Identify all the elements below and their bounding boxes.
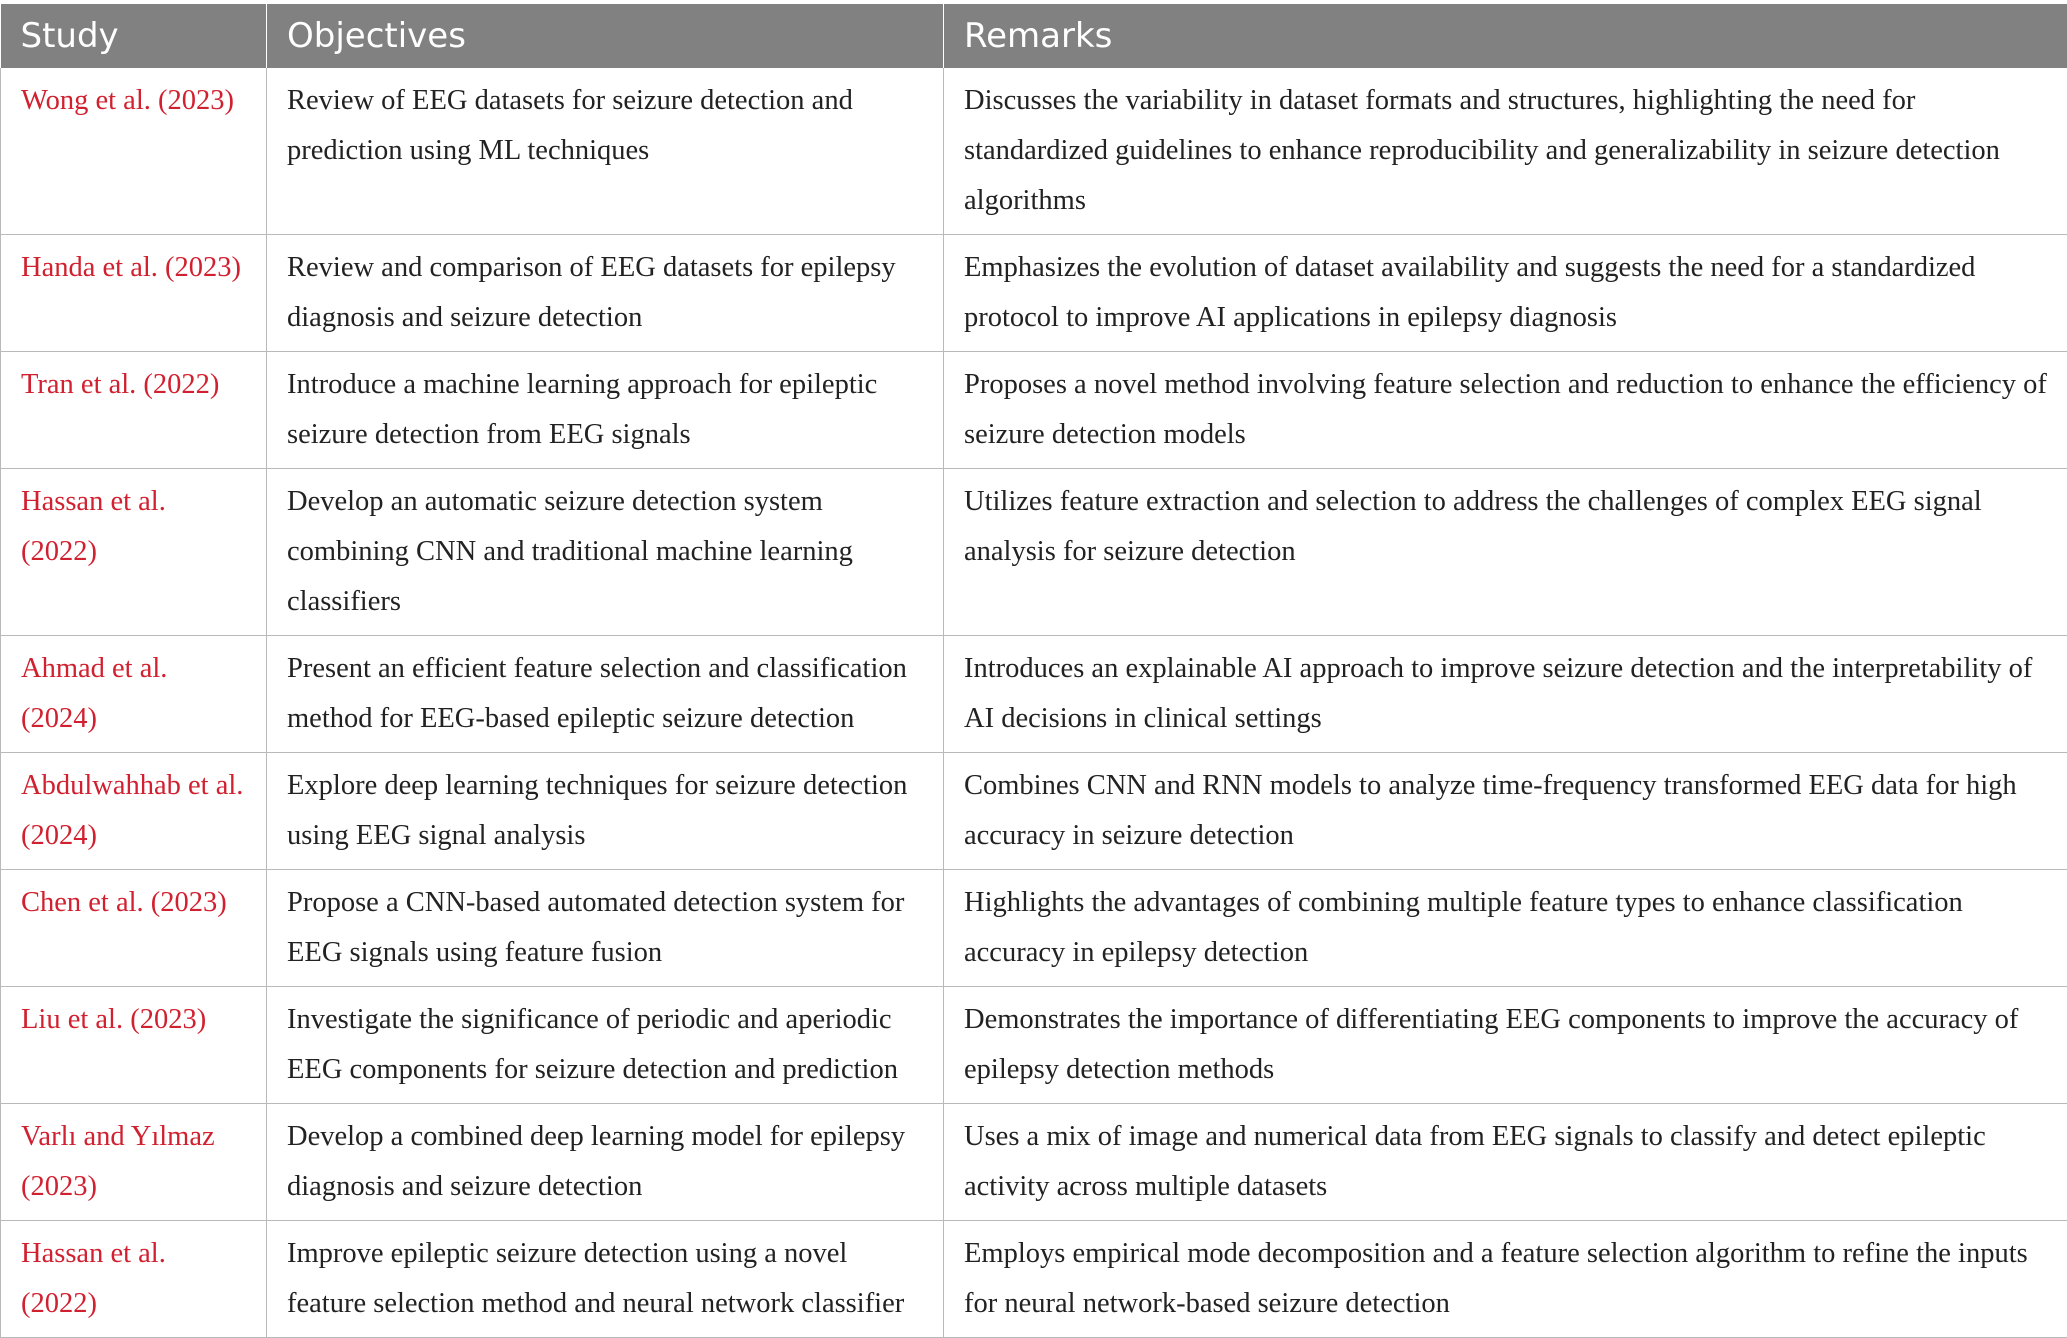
study-link[interactable]: Hassan et al. (2022) xyxy=(1,1221,267,1338)
remarks-cell: Introduces an explainable AI approach to improve seizure detection and the interpretability of AI decisions in clinical settings xyxy=(944,636,2067,753)
study-link[interactable]: Hassan et al. (2022) xyxy=(1,469,267,636)
objectives-cell: Review and comparison of EEG datasets for epilepsy diagnosis and seizure detection xyxy=(267,235,944,352)
table-row xyxy=(1,352,2067,469)
table-body xyxy=(1,68,2067,1338)
objectives-cell: Improve epileptic seizure detection using a novel feature selection method and neural network classifier xyxy=(267,1221,944,1338)
table-row xyxy=(1,68,2067,235)
studies-table-container xyxy=(0,4,2067,1338)
header-remarks: Remarks xyxy=(944,4,2067,68)
table-header xyxy=(1,4,2067,68)
studies-table xyxy=(0,4,2067,1338)
objectives-cell: Introduce a machine learning approach for epileptic seizure detection from EEG signals xyxy=(267,352,944,469)
table-row xyxy=(1,1221,2067,1338)
objectives-cell: Propose a CNN-based automated detection system for EEG signals using feature fusion xyxy=(267,870,944,987)
objectives-cell: Investigate the significance of periodic and aperiodic EEG components for seizure detection and prediction xyxy=(267,987,944,1104)
table-row xyxy=(1,870,2067,987)
study-link[interactable]: Tran et al. (2022) xyxy=(1,352,267,469)
table-row xyxy=(1,469,2067,636)
remarks-cell: Uses a mix of image and numerical data from EEG signals to classify and detect epileptic activity across multiple datasets xyxy=(944,1104,2067,1221)
table-row xyxy=(1,636,2067,753)
objectives-cell: Develop an automatic seizure detection system combining CNN and traditional machine learning classifiers xyxy=(267,469,944,636)
remarks-cell: Employs empirical mode decomposition and a feature selection algorithm to refine the inputs for neural network-based seizure detection xyxy=(944,1221,2067,1338)
objectives-cell: Develop a combined deep learning model for epilepsy diagnosis and seizure detection xyxy=(267,1104,944,1221)
header-objectives: Objectives xyxy=(267,4,944,68)
study-link[interactable]: Liu et al. (2023) xyxy=(1,987,267,1104)
study-link[interactable]: Handa et al. (2023) xyxy=(1,235,267,352)
remarks-cell: Highlights the advantages of combining multiple feature types to enhance classification accuracy in epilepsy detection xyxy=(944,870,2067,987)
table-row xyxy=(1,1104,2067,1221)
table-row xyxy=(1,987,2067,1104)
study-link[interactable]: Chen et al. (2023) xyxy=(1,870,267,987)
objectives-cell: Explore deep learning techniques for seizure detection using EEG signal analysis xyxy=(267,753,944,870)
header-row xyxy=(1,4,2067,68)
remarks-cell: Discusses the variability in dataset formats and structures, highlighting the need for standardized guidelines to enhance reproducibility and generalizability in seizure detection algorithms xyxy=(944,68,2067,235)
table-row xyxy=(1,753,2067,870)
header-study: Study xyxy=(1,4,267,68)
remarks-cell: Combines CNN and RNN models to analyze time-frequency transformed EEG data for high accuracy in seizure detection xyxy=(944,753,2067,870)
remarks-cell: Demonstrates the importance of differentiating EEG components to improve the accuracy of epilepsy detection methods xyxy=(944,987,2067,1104)
objectives-cell: Present an efficient feature selection and classification method for EEG-based epileptic seizure detection xyxy=(267,636,944,753)
table-row xyxy=(1,235,2067,352)
remarks-cell: Emphasizes the evolution of dataset availability and suggests the need for a standardized protocol to improve AI applications in epilepsy diagnosis xyxy=(944,235,2067,352)
study-link[interactable]: Varlı and Yılmaz (2023) xyxy=(1,1104,267,1221)
study-link[interactable]: Ahmad et al. (2024) xyxy=(1,636,267,753)
remarks-cell: Proposes a novel method involving feature selection and reduction to enhance the efficiency of seizure detection models xyxy=(944,352,2067,469)
remarks-cell: Utilizes feature extraction and selection to address the challenges of complex EEG signal analysis for seizure detection xyxy=(944,469,2067,636)
study-link[interactable]: Wong et al. (2023) xyxy=(1,68,267,235)
objectives-cell: Review of EEG datasets for seizure detection and prediction using ML techniques xyxy=(267,68,944,235)
study-link[interactable]: Abdulwahhab et al. (2024) xyxy=(1,753,267,870)
